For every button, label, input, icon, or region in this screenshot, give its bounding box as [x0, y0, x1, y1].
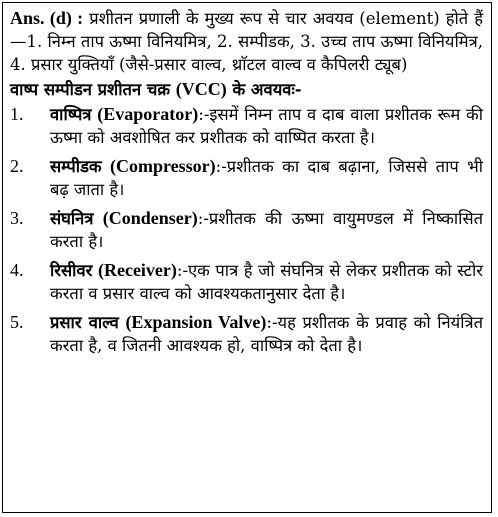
item-term: प्रसार वाल्व: [50, 313, 119, 332]
item-description: :-इसमें निम्न ताप व दाब वाला प्रशीतक रूम की ऊष्मा को अवशोषित कर प्रशीतक को वाष्पित करता है।: [50, 105, 484, 147]
item-number: 5.: [10, 312, 24, 332]
item-description: :-एक पात्र है जो संघनित्र से लेकर प्रशीतक को स्टोर करता व प्रसार वाल्व को आवश्यकतानुसार देता है।: [50, 261, 483, 303]
item-description: :-प्रशीतक की ऊष्मा वायुमण्डल में निष्कासित करता है।: [50, 209, 483, 251]
list-item: [10, 207, 483, 253]
item-number: 4.: [10, 260, 24, 280]
answer-paragraph: [10, 7, 483, 76]
item-description: :-यह प्रशीतक के प्रवाह को नियंत्रित करता है, व जितनी आवश्यक हो, वाष्पित्र को देता है।: [50, 313, 484, 355]
components-heading: [10, 78, 483, 101]
item-term: सम्पीडक: [50, 157, 102, 176]
list-item: [10, 155, 483, 201]
heading-hindi-a: वाष्प सम्पीडन प्रशीतन चक्र: [10, 80, 171, 99]
item-number: 1.: [10, 104, 24, 124]
item-description: :-प्रशीतक का दाब बढ़ाना, जिससे ताप भी बढ़ जाता है।: [50, 157, 484, 199]
answer-label: Ans. (d) :: [10, 8, 84, 28]
item-term-english: (Receiver): [97, 260, 177, 280]
answer-text: प्रशीतन प्रणाली के मुख्य रूप से चार अवयव (element) होते हैं—1. निम्न ताप ऊष्मा विनियमित्र, 2. सम्पीडक, 3. उच्च ताप ऊष्मा विनियमित्र, 4. प्रसार युक्तियाँ (जैसे-प्रसार वाल्व, थ्राॅटल वाल्व व कैपिलरी ट्यूब): [10, 9, 483, 74]
item-term-english: (Evaporator): [97, 104, 199, 124]
item-term: संघनित्र: [50, 209, 94, 228]
heading-hindi-b: के अवयवः-: [232, 80, 302, 99]
item-term: रिसीवर: [50, 261, 93, 280]
item-term-english: (Condenser): [102, 208, 198, 228]
item-body: [50, 155, 483, 201]
item-term-english: (Expansion Valve): [125, 312, 267, 332]
item-number: 2.: [10, 156, 24, 176]
item-term-english: (Compressor): [109, 156, 216, 176]
list-item: [10, 311, 483, 357]
item-body: [50, 103, 483, 149]
components-list: [10, 103, 483, 357]
list-item: [10, 259, 483, 305]
item-body: [50, 311, 483, 357]
list-item: [10, 103, 483, 149]
item-number: 3.: [10, 208, 24, 228]
item-body: [50, 207, 483, 253]
answer-box: [2, 2, 492, 513]
heading-english: (VCC): [175, 79, 227, 99]
item-term: वाष्पित्र: [50, 105, 92, 124]
item-body: [50, 259, 483, 305]
